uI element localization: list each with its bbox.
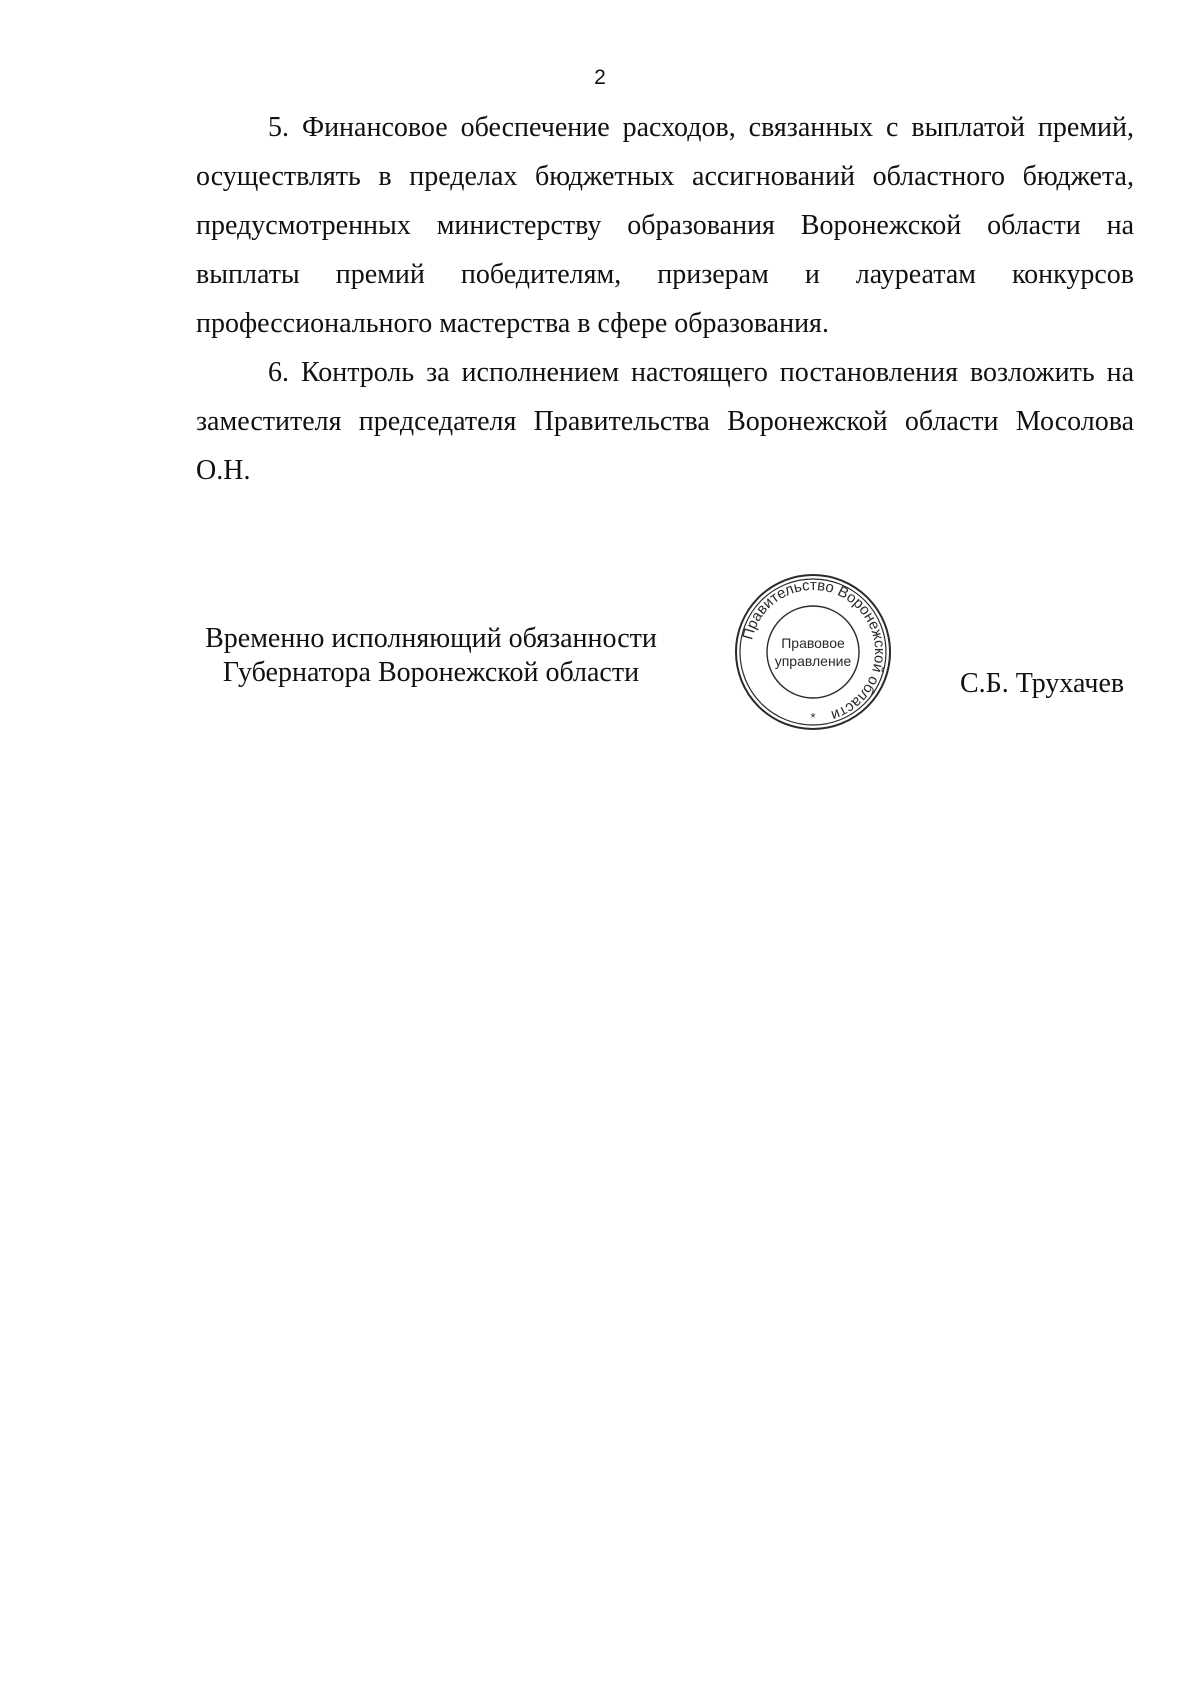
stamp-center-line2: управление [774,653,852,669]
signatory-name: С.Б. Трухачев [960,668,1125,699]
signatory-position [186,622,676,690]
stamp-ring-text: Правительство Воронежской области [739,576,889,724]
stamp-center-line1: Правовое [781,635,845,651]
paragraph-5: 5. Финансовое обеспечение расходов, связанных с выплатой премий, осуществлять в пределах бюджетных ассигнований областного бюджета, предусмотренных министерству образования Воронежской области на выплаты премий победителям, призерам и лауреатам конкурсов профессионального мастерства в сфере образования. [196,112,1134,339]
signatory-position-line1: Временно исполняющий обязанности [205,623,657,654]
page-number: 2 [594,66,606,89]
official-stamp [733,572,893,732]
document-body [196,103,1134,495]
paragraph-6: 6. Контроль за исполнением настоящего постановления возложить на заместителя председателя Правительства Воронежской области Мосолова О.Н. [196,357,1134,486]
signatory-position-line2: Губернатора Воронежской области [222,657,640,688]
stamp-star: * [810,710,816,725]
